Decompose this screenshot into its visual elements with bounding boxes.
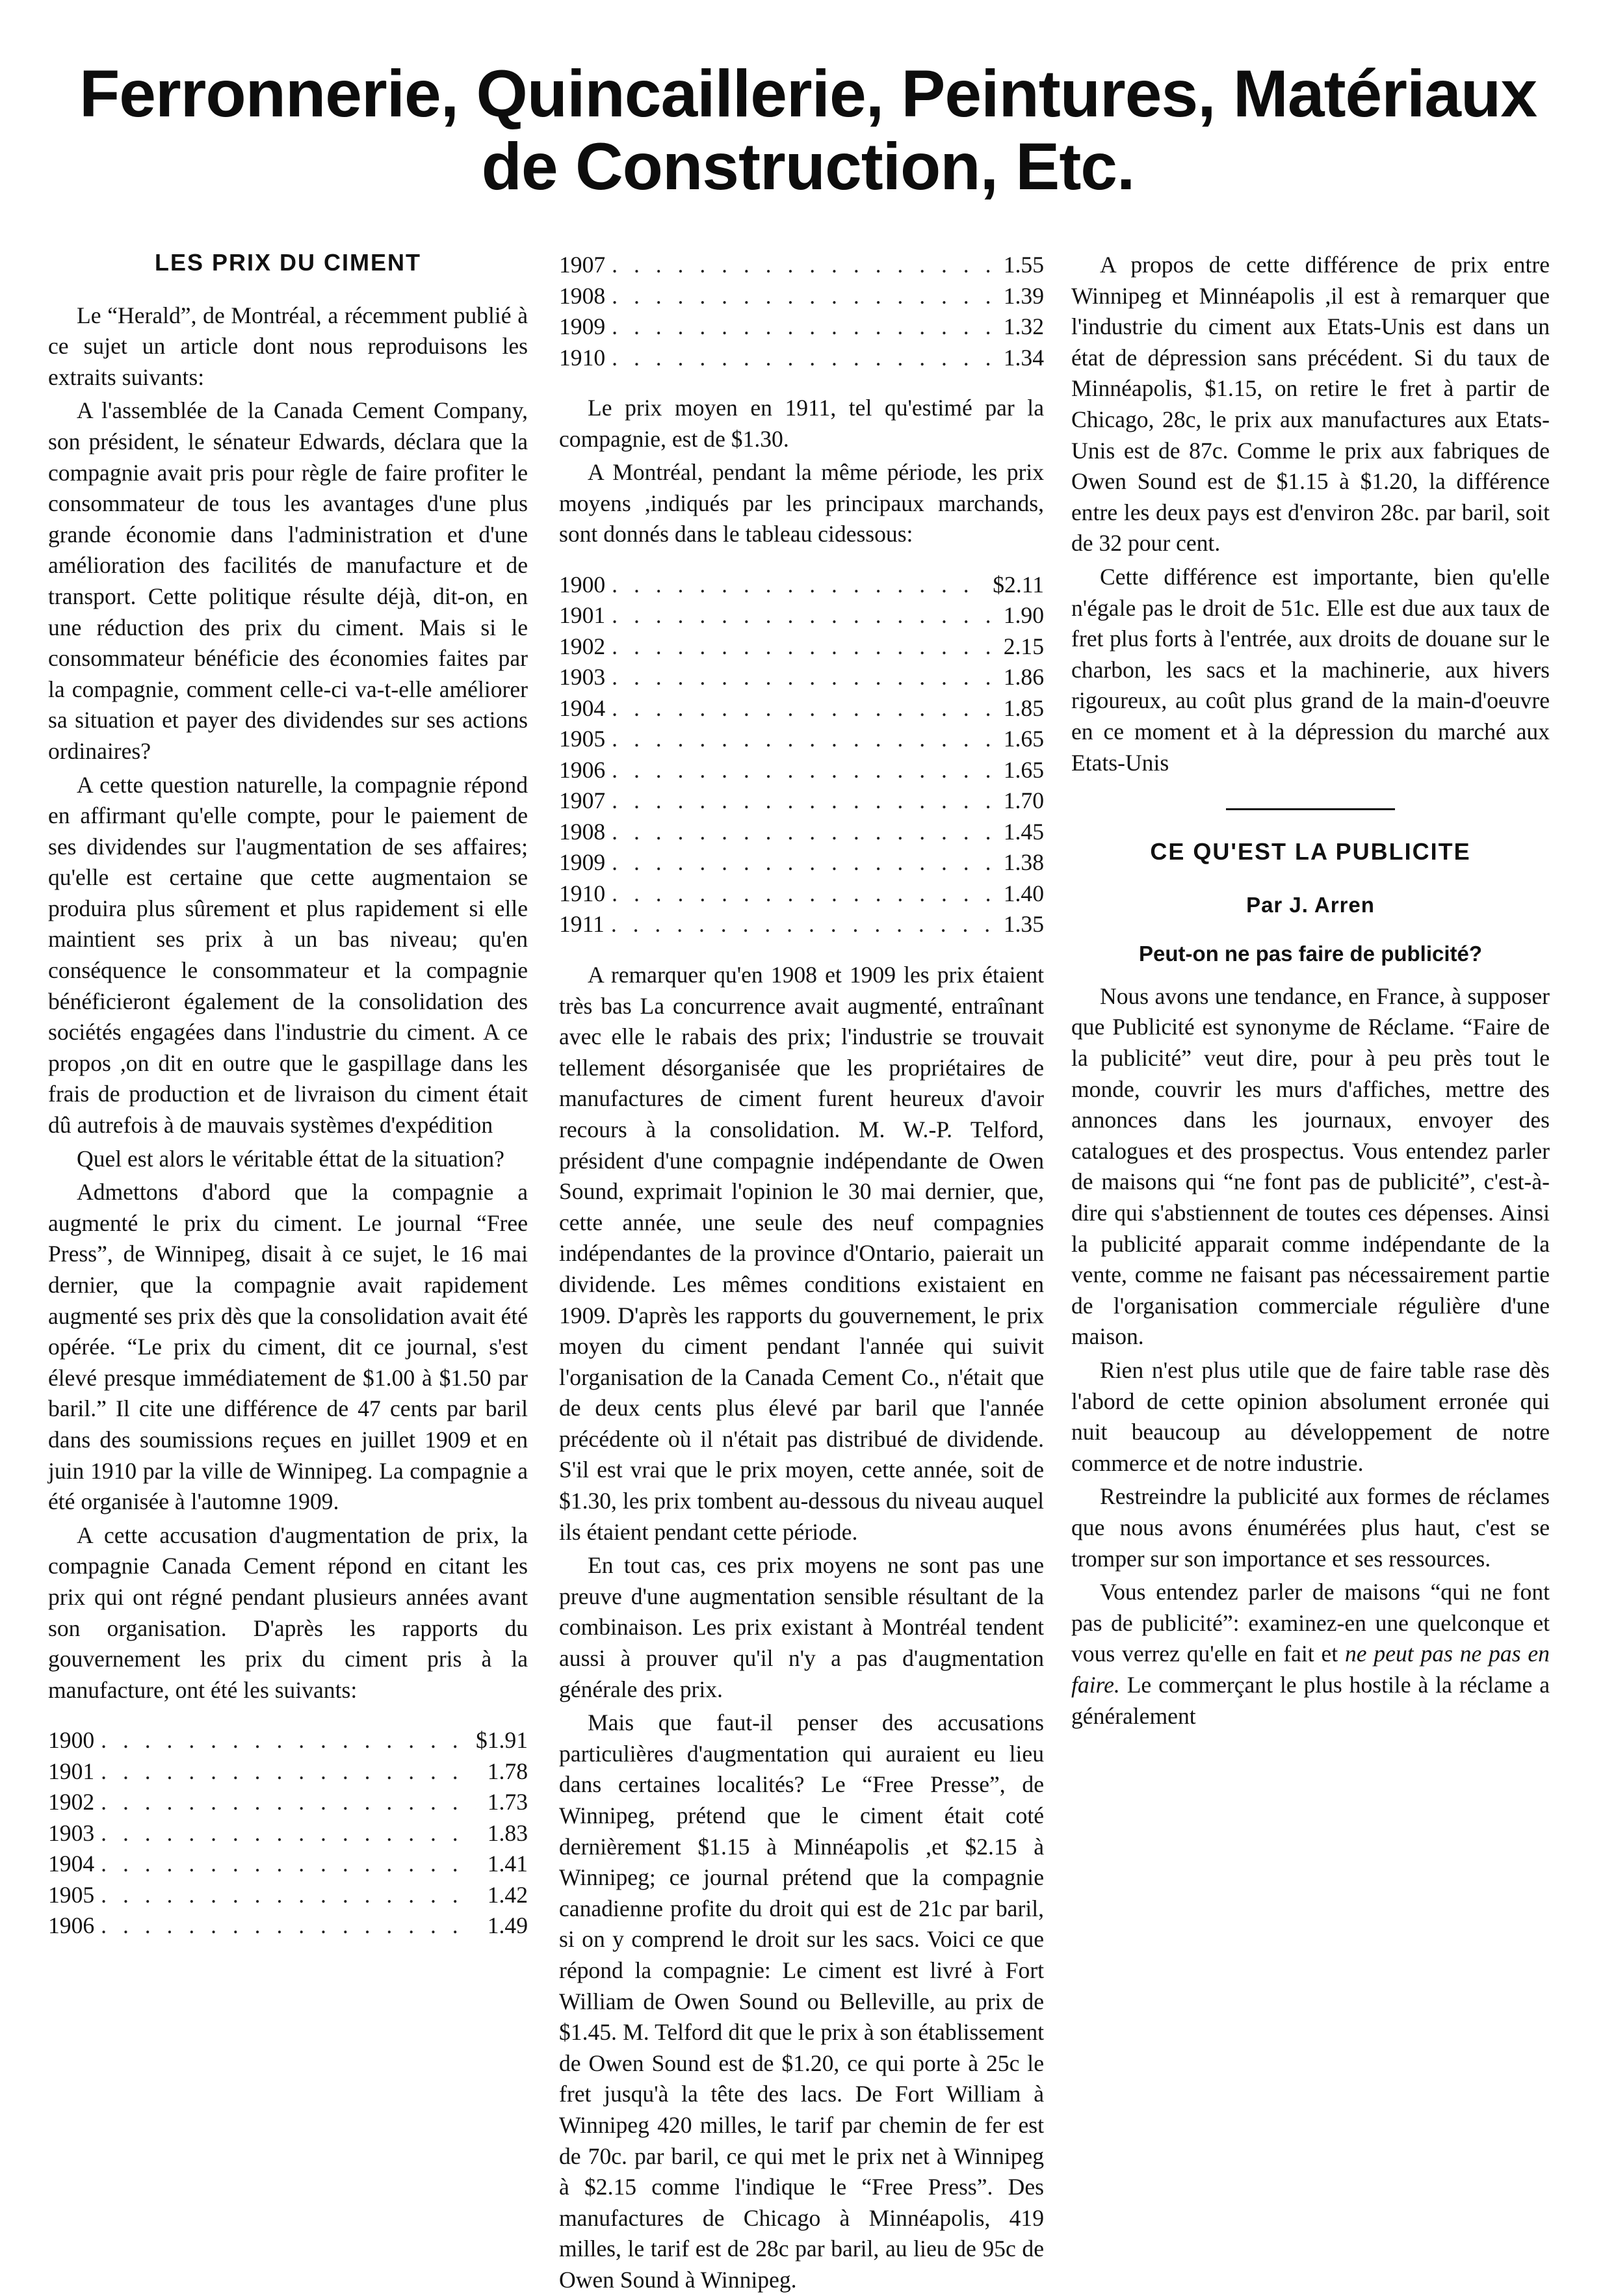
paragraph: Vous entendez parler de maisons “qui ne font pas de publicité”: examinez-en une quelconque et vous verrez qu'elle en fait et ne peut pas ne pas en faire. Le commerçant le plus hostile à la réclame a généralement <box>1071 1579 1550 1729</box>
table-row: 1906 . . . 1.65 <box>559 755 1044 786</box>
table-row: 1910 . . . 1.34 <box>559 343 1044 374</box>
table-row: 1905 . . . 1.42 <box>48 1880 528 1911</box>
italic-phrase: ne peut pas ne pas en faire. <box>1071 1641 1550 1698</box>
byline: Par J. Arren <box>1246 892 1375 917</box>
paragraph: Le “Herald”, de Montréal, a récemment publié à ce sujet un article dont nous reproduisons les extraits suivants: <box>48 302 528 390</box>
column-2 <box>559 250 1044 2296</box>
section-divider <box>1226 808 1395 810</box>
table-row: 1901 . . . 1.90 <box>559 600 1044 631</box>
paragraph: A cette accusation d'augmentation de prix, la compagnie Canada Cement répond en citant les prix qui ont régné pendant plusieurs années avant son organisation. D'après les rapports du gouvernement les prix du ciment pris à la manufacture, ont été les suivants: <box>48 1522 528 1703</box>
paragraph: Cette différence est importante, bien qu'elle n'égale pas le droit de 51c. Elle est due aux taux de fret plus forts à l'entrée, aux droits de douane sur le charbon, les sacs et la machinerie, aux hivers rigoureux, au coût plus grand de la main-d'oeuvre en ce moment et à la dépression du marché aux Etats-Unis <box>1071 563 1550 776</box>
paragraph: A remarquer qu'en 1908 et 1909 les prix étaient très bas La concurrence avait augmenté, entraînant avec elle le rabais des prix; l'industrie se trouvait tellement désorganisée que les propriétaires de manufactures de ciment furent heureux d'avoir recours à la consolidation. M. W.-P. Telford, président d'une compagnie indépendante de Owen Sound, exprimait l'opinion le 30 mai dernier, que, cette année, une seule des neuf compagnies indépendantes de la province d'Ontario, paierait un dividende. Les mêmes conditions existaient en 1909. D'après les rapports du gouvernement, le prix moyen du ciment pendant l'année qui suivit l'organisation de la Canada Cement Co., n'était que de deux cents plus élevé par baril que l'année précédente où il n'était pas distribué de dividende. S'il est vrai que le prix moyen, cette année, soit de $1.30, les prix tombent au-dessous du niveau auquel ils étaient pendant cette période. <box>559 961 1045 1545</box>
article-heading-publicite: CE QU'EST LA PUBLICITE <box>1150 838 1471 865</box>
table-row: 1902 . . . 1.73 <box>48 1787 528 1818</box>
table-row: 1908 . . . 1.45 <box>559 817 1044 848</box>
column-1 <box>48 247 528 1961</box>
page-title <box>0 57 1616 203</box>
table-row: 1901 . . . 1.78 <box>48 1756 528 1788</box>
paragraph: En tout cas, ces prix moyens ne sont pas une preuve d'une augmentation sensible résultant de la combinaison. Les prix existant à Montréal tendent aussi à prouver qu'il n'y a pas d'augmentation générale des prix. <box>559 1552 1044 1702</box>
article-heading-ciment: LES PRIX DU CIMENT <box>154 249 422 276</box>
price-table-manufacture-cont <box>559 250 1044 373</box>
paragraph: A Montréal, pendant la même période, les prix moyens ,indiqués par les principaux marchands, sont donnés dans le tableau cidessous: <box>559 459 1044 548</box>
paragraph: A cette question naturelle, la compagnie répond en affirmant qu'elle compte, pour le paiement de ses dividendes sur l'augmentation de ses affaires; qu'elle est certaine que cette augmentaion se produira plus sûrement et plus rapidement si elle maintient ses prix à un bas niveau; qu'en conséquence le consommateur et la compagnie bénéficieront également de la consolidation des sociétés engagées dans l'industrie du ciment. A ce propos ,on dit en outre que le gaspillage dans les frais de production et de livraison du ciment était dû autrefois à de mauvais systèmes d'expédition <box>48 771 528 1139</box>
price-table-manufacture <box>48 1725 528 1942</box>
table-row: 1905 . . . 1.65 <box>559 724 1044 755</box>
table-row: 1904 . . . 1.41 <box>48 1849 528 1880</box>
table-row: 1909 . . . 1.38 <box>559 847 1044 878</box>
page-title-line1: Ferronnerie, Quincaillerie, Peintures, Matériaux <box>79 57 1537 131</box>
table-row: 1911 . . . 1.35 <box>559 909 1044 940</box>
subheading: Peut-on ne pas faire de publicité? <box>1138 942 1483 966</box>
table-row: 1900 . . . $1.91 <box>48 1725 528 1756</box>
table-row: 1910 . . . 1.40 <box>559 878 1044 910</box>
table-row: 1907 . . . 1.70 <box>559 785 1044 817</box>
price-table-montreal <box>559 570 1044 940</box>
table-row: 1903 . . . 1.83 <box>48 1818 528 1849</box>
table-row: 1907 . . . 1.55 <box>559 250 1044 281</box>
table-row: 1906 . . . 1.49 <box>48 1910 528 1942</box>
paragraph: Restreindre la publicité aux formes de réclames que nous avons énumérées plus haut, c'est se tromper sur son importance et ses ressources. <box>1071 1483 1550 1572</box>
paragraph: Le prix moyen en 1911, tel qu'estimé par la compagnie, est de $1.30. <box>559 395 1044 452</box>
table-row: 1904 . . . 1.85 <box>559 693 1044 724</box>
table-row: 1908 . . . 1.39 <box>559 281 1044 312</box>
paragraph: Nous avons une tendance, en France, à supposer que Publicité est synonyme de Réclame. “Faire de la publicité” veut dire, pour à peu près tout le monde, couvrir les murs d'affiches, mettre des annonces dans les journaux, envoyer des catalogues et des prospectus. Vous entendez parler de maisons qui “ne font pas de publicité”, c'est-à-dire qui s'abstiennent de toutes ces dépenses. Ainsi la publicité apparait comme indépendante de la vente, comme ne faisant pas nécessairement partie de l'organisation commerciale régulière d'une maison. <box>1071 983 1550 1350</box>
paragraph: Rien n'est plus utile que de faire table rase dès l'abord de cette opinion absolument erronée qui nuit beaucoup au développement de notre commerce et de notre industrie. <box>1071 1357 1550 1476</box>
paragraph: Admettons d'abord que la compagnie a augmenté le prix du ciment. Le journal “Free Press”, de Winnipeg, disait à ce sujet, le 16 mai dernier, que la compagnie avait rapidement augmenté ses prix dès que la consolidation avait été opérée. “Le prix du ciment, dit ce journal, s'est élevé presque immédiatement de $1.00 à $1.50 par baril.” Il cite une différence de 47 cents par baril dans des soumissions reçues en juillet 1909 et en juin 1910 par la ville de Winnipeg. La compagnie a été organisée à l'automne 1909. <box>48 1179 528 1515</box>
table-row: 1903 . . . 1.86 <box>559 662 1044 693</box>
paragraph: A l'assemblée de la Canada Cement Company, son président, le sénateur Edwards, déclara que la compagnie avait pris pour règle de faire profiter le consommateur de tous les avantages d'une plus grande économie dans l'administration et d'une amélioration des facilités de manufacture et de transport. Cette politique résulte déjà, dit-on, en une réduction des prix du ciment. Mais si le consommateur bénéficie des économies faites par la compagnie, comment celle-ci va-t-elle améliorer sa situation et payer des dividendes sur ses actions ordinaires? <box>48 397 528 764</box>
paragraph: A propos de cette différence de prix entre Winnipeg et Minnéapolis ,il est à remarquer que l'industrie du ciment aux Etats-Unis est dans un état de dépression sans précédent. Si du taux de Minnéapolis, $1.15, on retire le fret à partir de Chicago, 28c, le prix aux manufactures aux Etats-Unis est de 87c. Comme le prix aux fabriques de Owen Sound est de $1.15 à $1.20, la différence entre les deux pays est d'environ 28c. par baril, soit de 32 pour cent. <box>1071 252 1550 557</box>
paragraph: Mais que faut-il penser des accusations particulières d'augmentation qui auraient eu lieu dans certaines localités? Le “Free Presse”, de Winnipeg, prétend que le ciment était coté dernièrement $1.15 à Minnéapolis ,et $2.15 à Winnipeg; ce journal prétend que la compagnie canadienne profite du droit qui est de 21c par baril, si on y comprend le droit sur les sacs. Voici ce que répond la compagnie: Le ciment est livré à Fort William de Owen Sound ou Belleville, au prix de $1.45. M. Telford dit que le prix à son établissement de Owen Sound est de $1.20, ce qui porte à 25c le fret jusqu'à la tête des lacs. De Fort William à Winnipeg 420 milles, le tarif par chemin de fer est de 70c. par baril, ce qui met le prix net à Winnipeg à $2.15 comme l'indique le “Free Press”. Des manufactures de Chicago à Minnéapolis, 419 milles, le tarif est de 28c par baril, au lieu de 95c de Owen Sound à Winnipeg. <box>559 1709 1044 2293</box>
column-3 <box>1071 250 1550 1732</box>
paragraph: Quel est alors le véritable éttat de la situation? <box>77 1145 504 1172</box>
table-row: 1902 . . . 2.15 <box>559 631 1044 663</box>
page-title-line2: de Construction, Etc. <box>481 129 1135 204</box>
table-row: 1900 . . . $2.11 <box>559 570 1044 601</box>
table-row: 1909 . . . 1.32 <box>559 311 1044 343</box>
